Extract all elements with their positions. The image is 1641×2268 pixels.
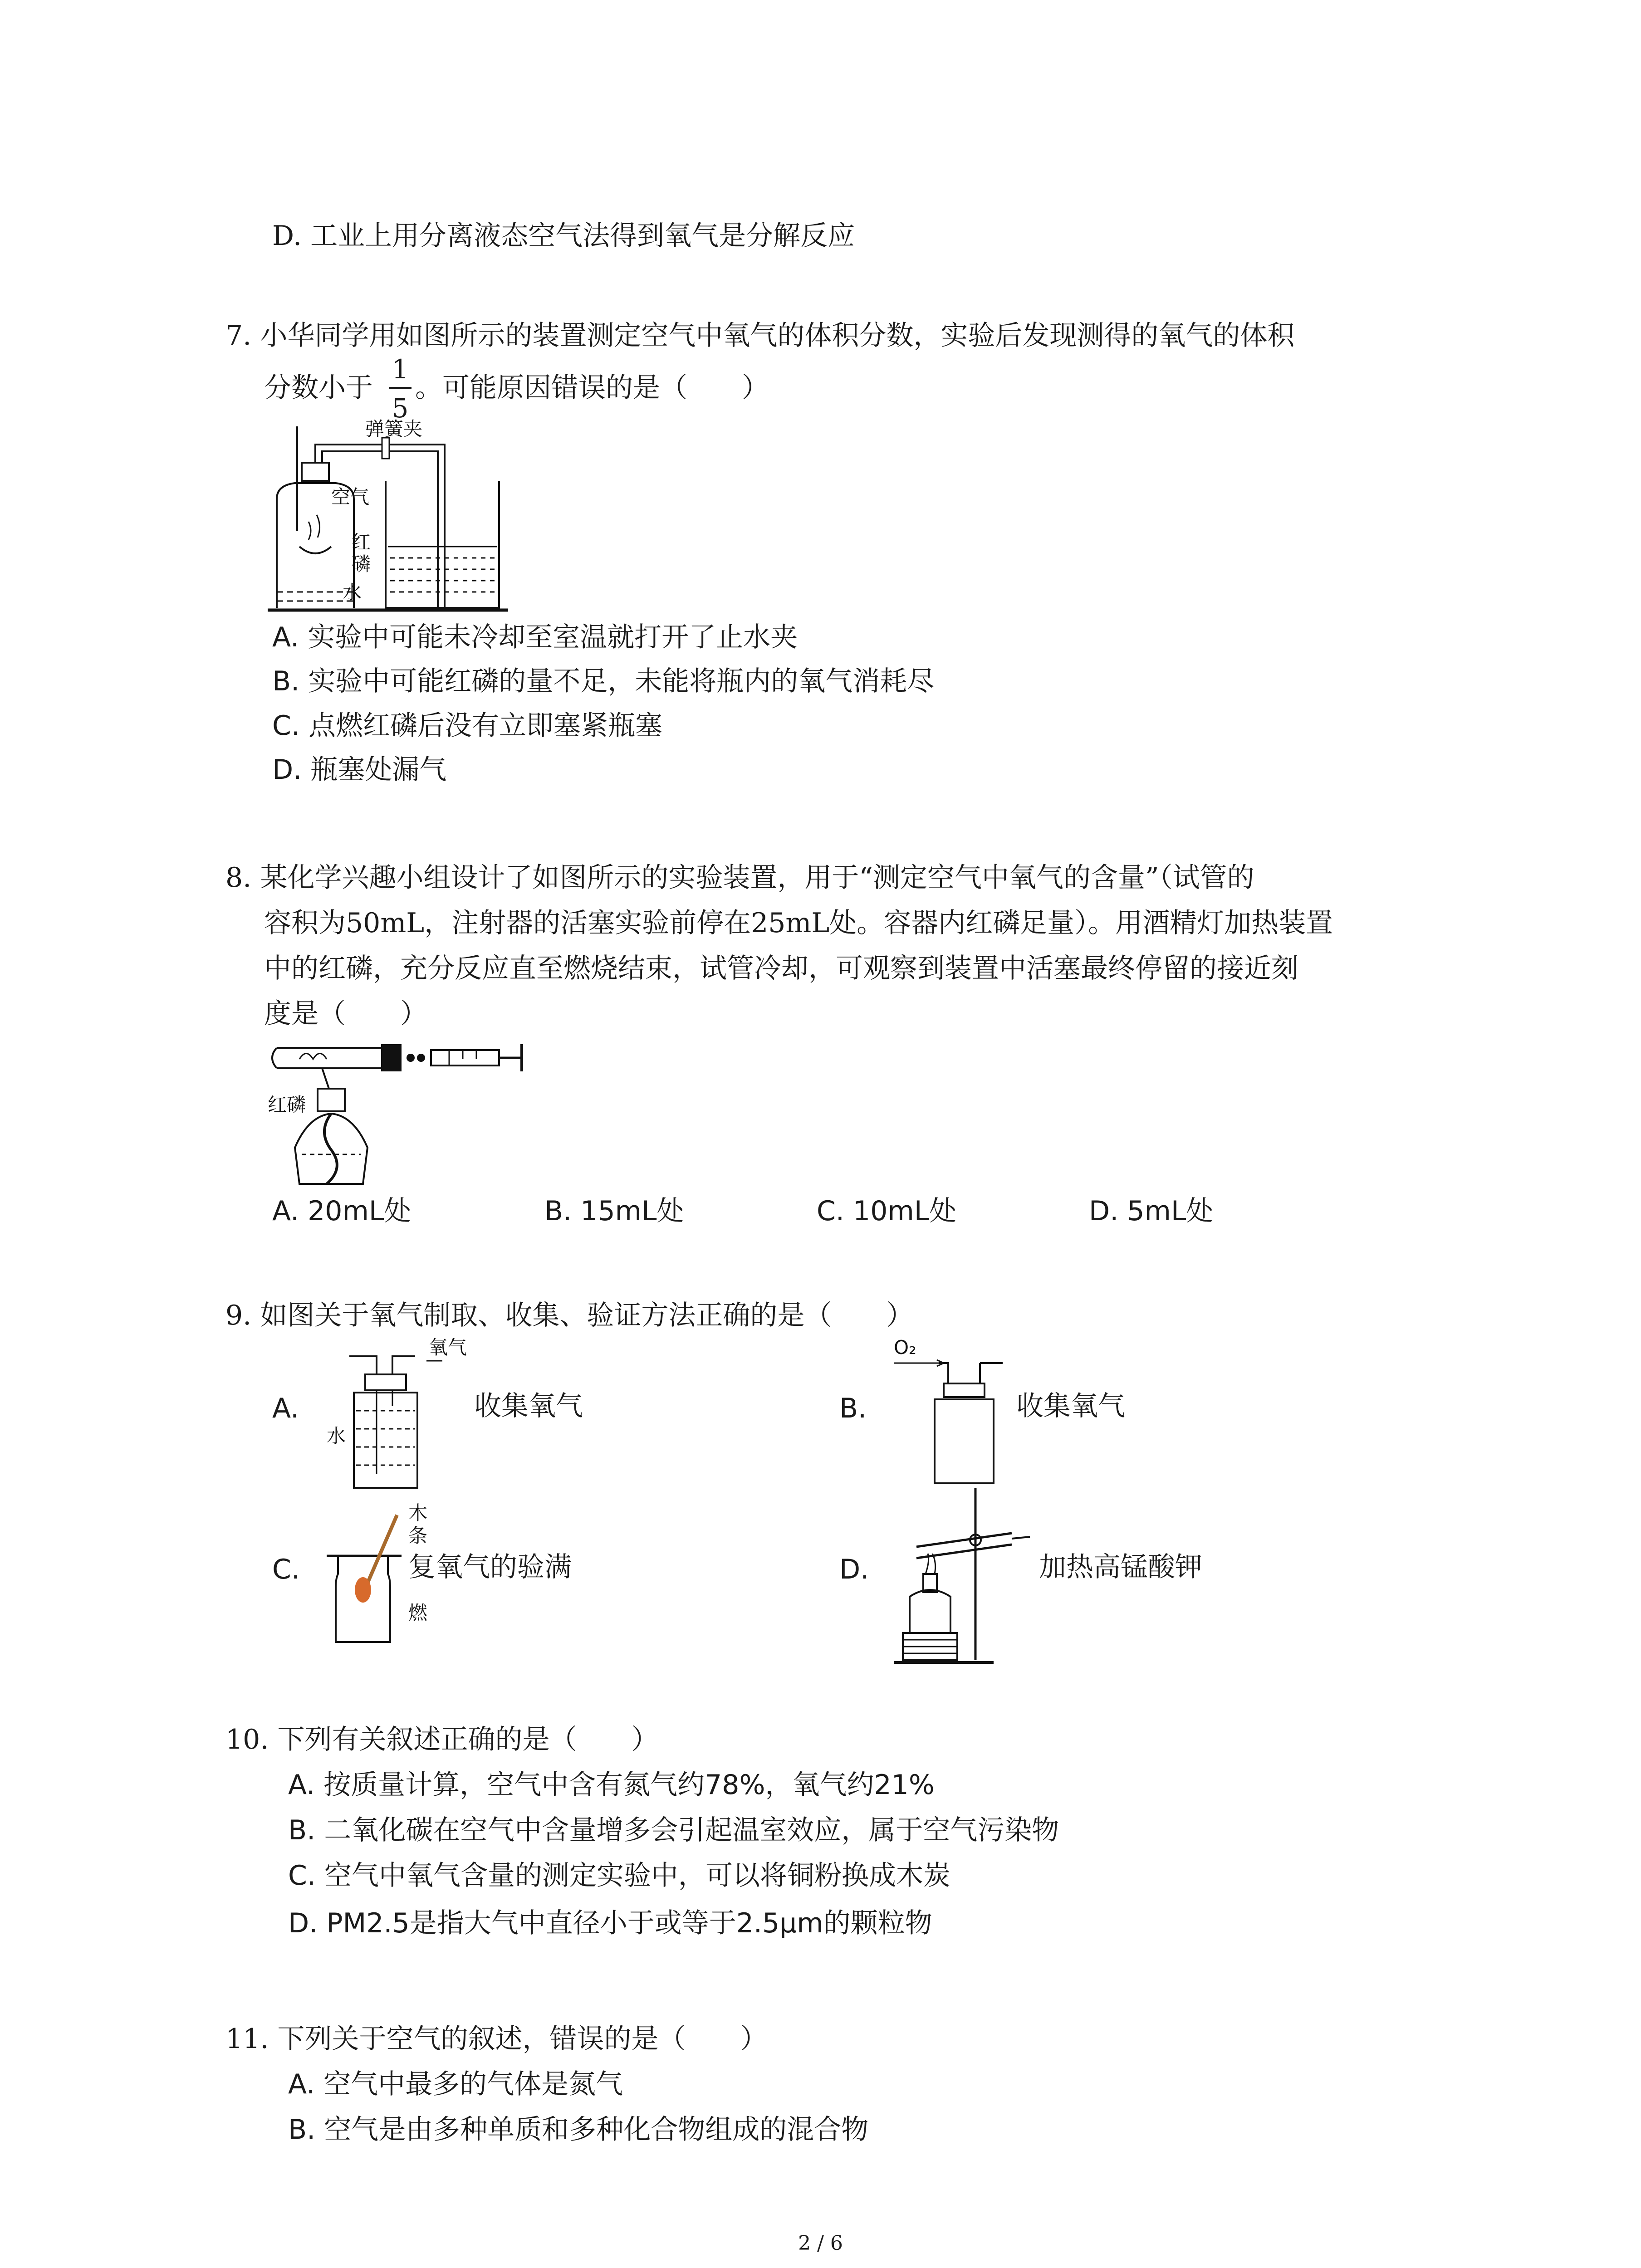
q10-option-a: A. 按质量计算，空气中含有氮气约78%，氧气约21% — [288, 1769, 935, 1801]
q7-option-b: B. 实验中可能红磷的量不足，未能将瓶内的氧气消耗尽 — [272, 665, 935, 697]
q6-option-d: D. 工业上用分离液态空气法得到氧气是分解反应 — [272, 220, 855, 252]
q9-option-d-caption: 加热高锰酸钾 — [1039, 1551, 1202, 1583]
q7-label-clip: 弹簧夹 — [365, 418, 423, 440]
q9-a-label-water: 水 — [327, 1425, 346, 1447]
q7-fraction-numerator: 1 — [392, 354, 409, 385]
fraction-bar — [389, 387, 411, 389]
q7-apparatus-figure — [263, 418, 517, 617]
q8-stem-line2: 容积为50mL，注射器的活塞实验前停在25mL处。容器内红磷足量）。用酒精灯加热装置 — [264, 907, 1333, 939]
q8-apparatus-figure — [268, 1039, 549, 1188]
q10-option-c: C. 空气中氧气含量的测定实验中，可以将铜粉换成木炭 — [288, 1860, 951, 1892]
q9-c-label-stick-1: 木 — [408, 1502, 428, 1524]
q11-option-b: B. 空气是由多种单质和多种化合物组成的混合物 — [288, 2114, 869, 2146]
q8-option-a: A. 20mL处 — [272, 1195, 411, 1227]
q9-d-figure — [885, 1483, 1039, 1669]
q11-option-a: A. 空气中最多的气体是氮气 — [288, 2068, 623, 2100]
q7-stem-line1: 7. 小华同学用如图所示的装置测定空气中氧气的体积分数，实验后发现测得的氧气的体积 — [225, 320, 1295, 352]
q7-stem-line2-pre: 分数小于 — [264, 372, 373, 404]
q9-option-a-letter: A. — [272, 1393, 299, 1424]
q9-c-label-stick-3: 燃 — [408, 1602, 428, 1624]
q8-option-d: D. 5mL处 — [1089, 1195, 1214, 1227]
page-number: 2 / 6 — [798, 2232, 843, 2255]
q10-option-d: D. PM2.5是指大气中直径小于或等于2.5μm的颗粒物 — [288, 1907, 932, 1939]
q7-label-phosphorus-1: 红 — [352, 531, 371, 553]
q8-label-phosphorus: 红磷 — [268, 1094, 306, 1116]
q9-option-c-letter: C. — [272, 1554, 300, 1585]
q9-a-label-gas: 氧气 — [429, 1336, 467, 1359]
q9-option-b-caption: 收集氧气 — [1016, 1390, 1125, 1422]
q9-option-c-caption: 复氧气的验满 — [408, 1551, 572, 1583]
q8-option-c: C. 10mL处 — [817, 1195, 957, 1227]
q8-stem-line4: 度是（ ） — [264, 998, 427, 1030]
q9-option-b-letter: B. — [839, 1393, 867, 1424]
q9-option-d-letter: D. — [839, 1554, 869, 1585]
q7-label-phosphorus-2: 磷 — [352, 553, 371, 575]
q7-fraction-denominator: 5 — [392, 393, 409, 424]
q7-label-air: 空气 — [331, 486, 370, 508]
q7-label-water: 水 — [343, 581, 362, 603]
q11-stem: 11. 下列关于空气的叙述，错误的是（ ） — [225, 2023, 768, 2055]
q10-option-b: B. 二氧化碳在空气中含量增多会引起温室效应，属于空气污染物 — [288, 1814, 1059, 1846]
q7-stem-line2-post: 。可能原因错误的是（ ） — [415, 372, 769, 404]
q9-c-label-stick-2: 条 — [408, 1525, 428, 1547]
q7-option-c: C. 点燃红磷后没有立即塞紧瓶塞 — [272, 710, 663, 742]
q8-stem-line1: 8. 某化学兴趣小组设计了如图所示的实验装置，用于“测定空气中氧气的含量”（试管的 — [225, 862, 1254, 894]
q10-stem: 10. 下列有关叙述正确的是（ ） — [225, 1724, 659, 1755]
q9-option-a-caption: 收集氧气 — [474, 1390, 583, 1422]
q9-a-figure — [318, 1336, 467, 1492]
q7-option-d: D. 瓶塞处漏气 — [272, 754, 447, 786]
q8-stem-line3: 中的红磷，充分反应直至燃烧结束，试管冷却，可观察到装置中活塞最终停留的接近刻 — [264, 953, 1298, 984]
q9-b-label-gas: O₂ — [894, 1336, 916, 1359]
q7-option-a: A. 实验中可能未冷却至室温就打开了止水夹 — [272, 621, 798, 653]
q8-option-b: B. 15mL处 — [544, 1195, 684, 1227]
q9-b-figure — [885, 1336, 1021, 1492]
q9-stem: 9. 如图关于氧气制取、收集、验证方法正确的是（ ） — [225, 1300, 914, 1331]
